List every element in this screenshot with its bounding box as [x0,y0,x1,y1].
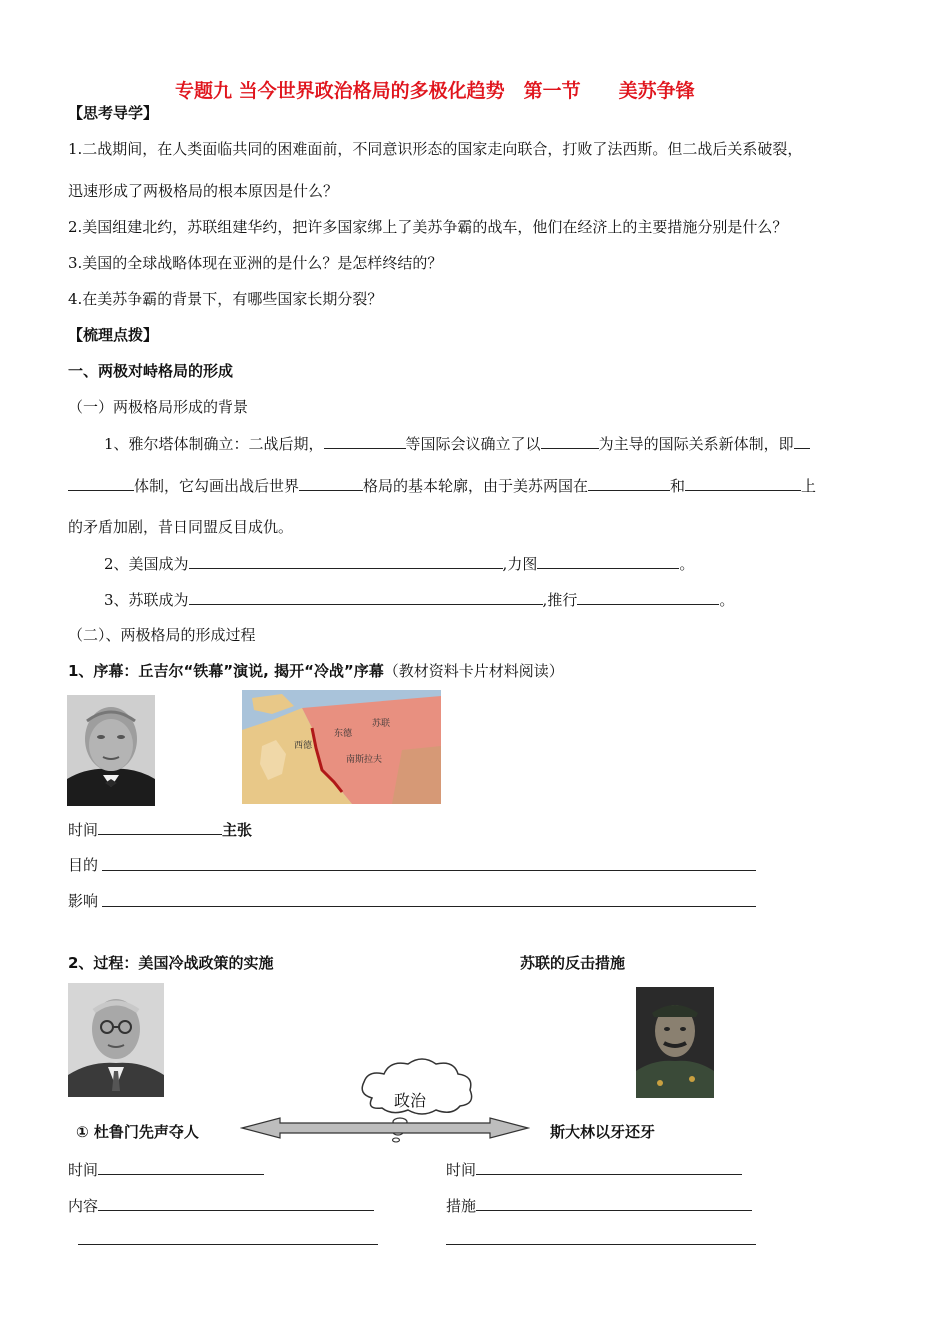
fill-blank[interactable] [98,1158,264,1175]
left-extra-blank[interactable] [78,1244,378,1245]
stalin-label: 斯大林以牙还牙 [550,1123,656,1141]
fill-blank[interactable] [98,818,222,835]
item2-text-a: 2、美国成为 [104,555,189,573]
claim-label: 主张 [222,821,253,839]
effect-label: 影响 [68,892,99,910]
item1-text-d: 体制，它勾画出战后世界 [134,477,300,495]
item1-text-b: 等国际会议确立了以 [405,435,541,453]
purpose-label: 目的 [68,856,99,874]
item3-text-b: ,推行 [542,591,578,609]
fill-blank[interactable] [98,1194,374,1211]
right-measure-label: 措施 [446,1197,477,1215]
page-title: 专题九 当今世界政治格局的多极化趋势 第一节 美苏争锋 [175,80,695,102]
question-4: 4.在美苏争霸的背景下，有哪些国家长期分裂？ [68,290,383,308]
fill-blank[interactable] [685,474,801,491]
item1-text-c: 为主导的国际关系新体制，即 [598,435,794,453]
iron-curtain-map [242,690,441,804]
left-time-label: 时间 [68,1161,99,1179]
prelude-line [68,660,564,681]
fill-blank[interactable] [476,1194,752,1211]
question-1a: 1.二战期间，在人类面临共同的困难面前，不同意识形态的国家走向联合，打败了法西斯。但二战后关系破裂， [68,140,803,158]
cloud-label: 政治 [394,1091,427,1110]
churchill-photo [67,695,155,806]
sub2-heading: （二）、两极格局的形成过程 [68,626,256,644]
fill-blank[interactable] [476,1158,742,1175]
right-time-row [446,1158,742,1180]
purpose-blank[interactable] [102,870,756,871]
left-time-row [68,1158,264,1180]
left-content-row [68,1194,374,1216]
double-arrow [240,1116,530,1140]
map-label-yugoslavia: 南斯拉夫 [346,755,383,765]
sort-heading: 【梳理点拨】 [68,326,159,344]
right-extra-blank[interactable] [446,1244,756,1245]
item1-text-a: 1、雅尔塔体制确立：二战后期， [104,435,324,453]
fill-blank[interactable] [541,432,599,449]
process-heading: 2、过程：美国冷战政策的实施 [68,954,274,972]
time-label: 时间 [68,821,99,839]
stalin-photo [636,987,714,1098]
item1-line1 [104,432,810,454]
fill-blank[interactable] [189,552,503,569]
map-label-east-germany: 东德 [334,729,353,739]
item2-text-c: 。 [679,555,695,573]
question-1b: 迅速形成了两极格局的根本原因是什么？ [68,182,339,200]
fill-blank[interactable] [299,474,363,491]
item3-line [104,588,734,610]
map-label-ussr: 苏联 [372,719,391,729]
map-label-west-germany: 西德 [294,741,313,751]
question-3: 3.美国的全球战略体现在亚洲的是什么？是怎样终结的？ [68,254,443,272]
item1-text-e: 格局的基本轮廓，由于美苏两国在 [363,477,589,495]
fill-blank[interactable] [537,552,679,569]
effect-blank[interactable] [102,906,756,907]
item1-line2 [68,474,816,496]
truman-photo [68,983,164,1097]
item1-text-f: 和 [670,477,686,495]
fill-blank[interactable] [577,588,719,605]
item3-text-c: 。 [719,591,735,609]
fill-blank[interactable] [189,588,543,605]
fill-blank[interactable] [68,474,134,491]
item3-text-a: 3、苏联成为 [104,591,189,609]
fill-blank[interactable] [588,474,670,491]
item2-text-b: ,力图 [502,555,538,573]
truman-label: ① 杜鲁门先声夺人 [76,1123,199,1141]
sub1-heading: （一）两极格局形成的背景 [68,398,249,416]
prelude-note: （教材资料卡片材料阅读） [383,662,564,680]
prelude-time-row [68,818,252,840]
soviet-heading: 苏联的反击措施 [520,954,626,972]
left-content-label: 内容 [68,1197,99,1215]
item2-line [104,552,694,574]
right-measure-row [446,1194,752,1216]
fill-blank[interactable] [324,432,406,449]
prelude-heading: 1、序幕：丘吉尔“铁幕”演说, 揭开“冷战”序幕 [68,662,384,680]
right-time-label: 时间 [446,1161,477,1179]
question-2: 2.美国组建北约，苏联组建华约，把许多国家绑上了美苏争霸的战车，他们在经济上的主要措施分别是什么？ [68,218,788,236]
fill-blank[interactable] [794,432,810,449]
item1-line3: 的矛盾加剧，昔日同盟反目成仇。 [68,518,294,536]
item1-text-g: 上 [801,477,817,495]
part1-heading: 一、两极对峙格局的形成 [68,362,234,380]
guide-heading: 【思考导学】 [68,104,159,122]
